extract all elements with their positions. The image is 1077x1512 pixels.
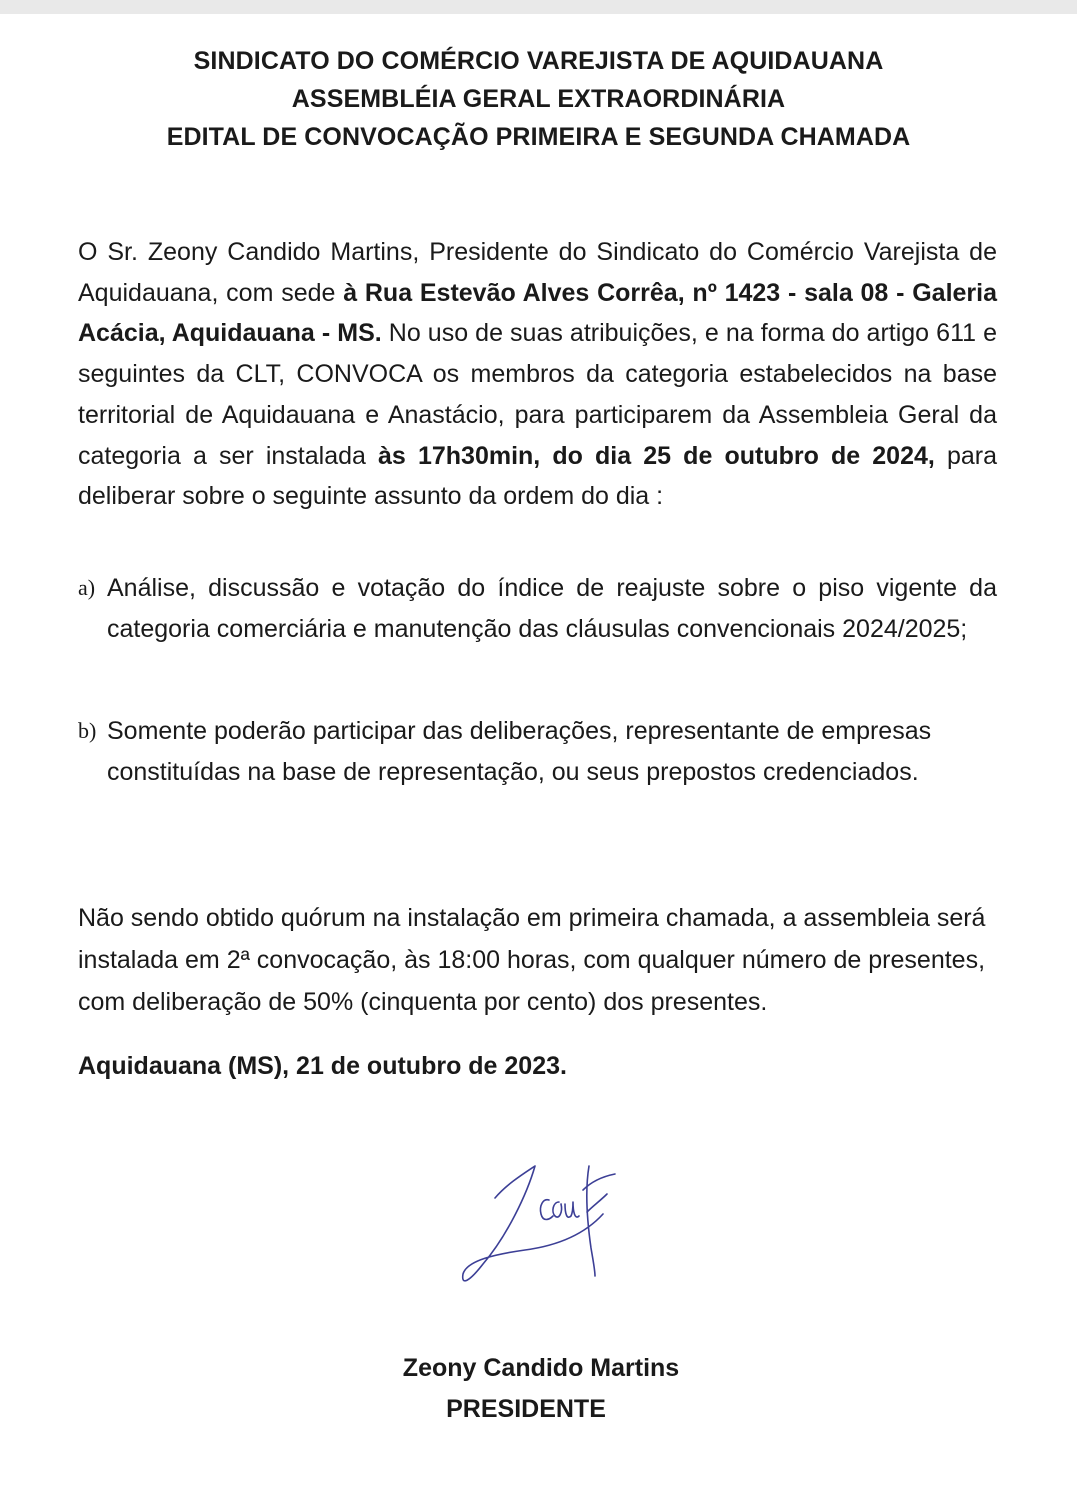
document-header <box>0 42 1077 156</box>
agenda-item-a <box>78 568 997 649</box>
intro-paragraph <box>78 232 997 517</box>
signer-role: PRESIDENTE <box>446 1395 606 1423</box>
top-bar <box>0 0 1077 14</box>
signer-name: Zeony Candido Martins <box>402 1354 680 1382</box>
header-union-name: SINDICATO DO COMÉRCIO VAREJISTA DE AQUIDAUANA <box>193 47 884 75</box>
intro-text-3: para deliberar sobre o seguinte assunto da ordem do dia : <box>78 441 997 511</box>
signature-scribble <box>455 1150 625 1300</box>
agenda-item-marker: b) <box>78 718 97 743</box>
intro-text-2: No uso de suas atribuições, e na forma do artigo 611 e seguintes da CLT, CONVOCA os membros da categoria estabelecidos na base territorial de Aquidauana e Anastácio, para participarem da Assembleia Geral da categoria a ser instalada <box>78 319 997 470</box>
agenda-item-text: Somente poderão participar das deliberações, representante de empresas constituídas na base de representação, ou seus prepostos credenciados. <box>107 717 932 786</box>
header-notice-title: EDITAL DE CONVOCAÇÃO PRIMEIRA E SEGUNDA CHAMADA <box>166 123 911 151</box>
quorum-paragraph: Não sendo obtido quórum na instalação em primeira chamada, a assembleia será instalada em 2ª convocação, às 18:00 horas, com qualquer número de presentes, com deliberação de 50% (cinquenta por cento) dos presentes. <box>78 904 986 1016</box>
agenda-item-marker: a) <box>78 575 96 600</box>
intro-datetime: às 17h30min, do dia 25 de outubro de 2024, <box>378 441 935 470</box>
intro-address: à Rua Estevão Alves Corrêa, nº 1423 - sala 08 - Galeria Acácia, Aquidauana - MS. <box>78 278 997 348</box>
intro-text-1: O Sr. Zeony Candido Martins, Presidente do Sindicato do Comércio Varejista de Aquidauana, com sede <box>78 238 997 307</box>
agenda-item-b <box>78 711 997 792</box>
date-line: Aquidauana (MS), 21 de outubro de 2023. <box>78 1052 567 1080</box>
header-assembly-type: ASSEMBLÉIA GERAL EXTRAORDINÁRIA <box>291 85 786 113</box>
agenda-item-text: Análise, discussão e votação do índice de reajuste sobre o piso vigente da categoria comerciária e manutenção das cláusulas convencionais 2024/2025; <box>107 574 997 643</box>
